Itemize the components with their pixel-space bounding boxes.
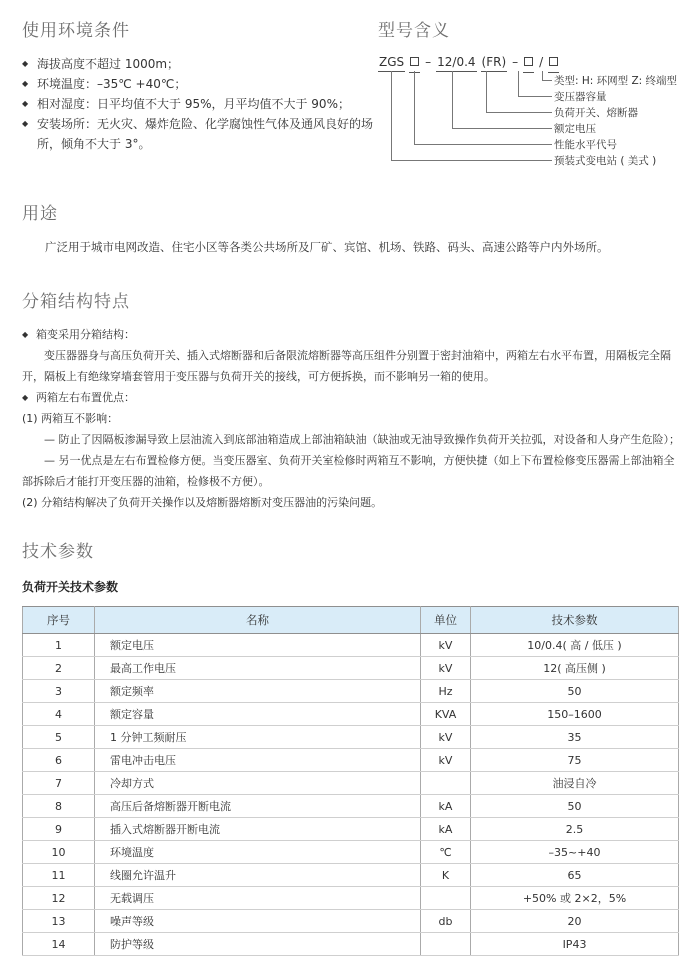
table-cell: 环境温度 [95,841,421,864]
table-cell: 4 [23,703,95,726]
table-row [23,703,679,726]
environment-list [22,54,378,154]
usage-body: 广泛用于城市电网改造、住宅小区等各类公共场所及厂矿、宾馆、机场、铁路、码头、高速公路等户内外场所。 [45,240,609,254]
table-cell: 6 [23,749,95,772]
table-cell [421,772,471,795]
table-cell: 150–1600 [471,703,679,726]
environment-item-text: 相对湿度：日平均值不大于 95%，月平均值不大于 90%； [37,97,350,111]
diamond-bullet-icon: ◆ [22,393,29,402]
connector-line [391,71,552,161]
table-cell: K [421,864,471,887]
table-cell: kV [421,634,471,657]
structure-heading: 分箱结构特点 [22,292,130,312]
placeholder-box-icon [410,57,419,66]
table-cell: 1 [23,634,95,657]
table-cell: 12( 高压侧 ) [471,657,679,680]
table-cell: kA [421,795,471,818]
table-cell: 2.5 [471,818,679,841]
model-label-voltage: 额定电压 [554,123,596,135]
table-cell [421,933,471,956]
table-cell: 插入式熔断器开断电流 [95,818,421,841]
diamond-bullet-icon: ◆ [22,59,29,68]
structure-line [22,324,680,345]
placeholder-box-icon [549,57,558,66]
model-section [378,16,680,173]
diamond-bullet-icon: ◆ [22,119,29,128]
table-row [23,634,679,657]
table-cell: 10/0.4( 高 / 低压 ) [471,634,679,657]
table-cell: 油浸自冷 [471,772,679,795]
table-cell [421,887,471,910]
table-cell: 75 [471,749,679,772]
table-cell: kV [421,657,471,680]
table-header-cell: 名称 [95,607,421,634]
table-cell: 1 分钟工频耐压 [95,726,421,749]
environment-item-text: 环境温度：–35℃ +40℃； [37,77,187,91]
parameters-table [22,606,679,956]
table-cell: 额定容量 [95,703,421,726]
table-row [23,933,679,956]
table-cell: 65 [471,864,679,887]
model-diagram [378,55,680,173]
table-row [23,726,679,749]
table-cell: 最高工作电压 [95,657,421,680]
table-cell: +50% 或 2×2，5% [471,887,679,910]
tech-heading: 技术参数 [22,542,94,562]
table-cell: db [421,910,471,933]
table-cell: 13 [23,910,95,933]
table-cell: 线圈允许温升 [95,864,421,887]
structure-line-text: 两箱左右布置优点： [36,391,135,404]
table-cell: 35 [471,726,679,749]
table-row [23,680,679,703]
table-cell: kV [421,749,471,772]
model-code-separator: – [512,55,519,69]
table-cell: 8 [23,795,95,818]
table-row [23,749,679,772]
environment-item-text: 安装场所：无火灾、爆炸危险、化学腐蚀性气体及通风良好的场所，倾角不大于 3°。 [37,117,374,151]
environment-item [22,74,378,94]
model-label-type: 类型: H: 环网型 Z: 终端型 [554,75,678,87]
table-cell: 2 [23,657,95,680]
table-cell: 5 [23,726,95,749]
table-cell: 7 [23,772,95,795]
table-header-cell: 技术参数 [471,607,679,634]
table-cell: 高压后备熔断器开断电流 [95,795,421,818]
parameters-table-body [23,634,679,956]
diamond-bullet-icon: ◆ [22,79,29,88]
structure-line: — 防止了因隔板渗漏导致上层油流入到底部油箱造成上部油箱缺油（缺油或无油导致操作负荷开关拉弧，对设备和人身产生危险）； [44,433,680,446]
table-cell: 50 [471,680,679,703]
environment-item-text: 海拔高度不超过 1000m； [37,57,180,71]
table-header-cell: 序号 [23,607,95,634]
table-cell: KVA [421,703,471,726]
table-row [23,887,679,910]
model-heading: 型号含义 [378,21,450,41]
table-cell: 防护等级 [95,933,421,956]
table-row [23,841,679,864]
table-cell: 12 [23,887,95,910]
tech-subheading: 负荷开关技术参数 [22,580,119,594]
table-cell: kV [421,726,471,749]
model-code-segment: (FR) [481,55,508,72]
structure-line: (2) 分箱结构解决了负荷开关操作以及熔断器熔断对变压器油的污染问题。 [22,496,383,509]
table-cell: 9 [23,818,95,841]
model-code-separator: / [539,55,544,69]
table-cell: 10 [23,841,95,864]
structure-line [22,387,680,408]
model-label-perf-code: 性能水平代号 [554,139,617,151]
structure-line: 变压器器身与高压负荷开关、插入式熔断器和后备限流熔断器等高压组件分别置于密封油箱中，两箱左右水平布置，用隔板完全隔开，隔板上有绝缘穿墙套管用于变压器与负荷开关的接线，可方便拆换，而不影响另一箱的使用。 [22,349,671,383]
environment-item [22,94,378,114]
diamond-bullet-icon: ◆ [22,99,29,108]
table-row [23,818,679,841]
table-cell: 冷却方式 [95,772,421,795]
environment-heading: 使用环境条件 [22,21,130,41]
table-cell: 雷电冲击电压 [95,749,421,772]
table-cell: Hz [421,680,471,703]
top-section [22,16,680,173]
environment-section [22,16,378,173]
parameters-table-head [23,607,679,634]
model-label-switch-fuse: 负荷开关、熔断器 [554,107,638,119]
table-cell: ℃ [421,841,471,864]
environment-item [22,54,378,74]
model-code-segment: ZGS [378,55,405,72]
model-code-separator: – [425,55,432,69]
table-cell: kA [421,818,471,841]
usage-heading: 用途 [22,204,58,224]
table-header-row [23,607,679,634]
table-cell: 50 [471,795,679,818]
table-cell: 噪声等级 [95,910,421,933]
environment-item [22,114,378,154]
structure-line: (1) 两箱互不影响： [22,412,119,425]
structure-line: — 另一优点是左右布置检修方便。当变压器室、负荷开关室检修时两箱互不影响，方便快捷（如上下布置检修变压器需上部油箱全部拆除后才能打开变压器的油箱，检修极不方便）。 [22,454,675,488]
table-cell: –35~+40 [471,841,679,864]
table-cell: 额定频率 [95,680,421,703]
table-cell: 20 [471,910,679,933]
table-row [23,910,679,933]
table-cell: 额定电压 [95,634,421,657]
table-cell: IP43 [471,933,679,956]
table-row [23,657,679,680]
table-row [23,864,679,887]
table-cell: 11 [23,864,95,887]
table-header-cell: 单位 [421,607,471,634]
structure-line-text: 箱变采用分箱结构： [36,328,135,341]
table-cell: 无载调压 [95,887,421,910]
table-cell: 14 [23,933,95,956]
placeholder-box-icon [524,57,533,66]
model-code-segment: 12/0.4 [436,55,476,72]
structure-body [22,324,680,513]
model-label-capacity: 变压器容量 [554,91,607,103]
table-row [23,772,679,795]
table-row [23,795,679,818]
diamond-bullet-icon: ◆ [22,330,29,339]
model-label-substation: 预装式变电站 ( 美式 ) [554,155,657,167]
table-cell: 3 [23,680,95,703]
